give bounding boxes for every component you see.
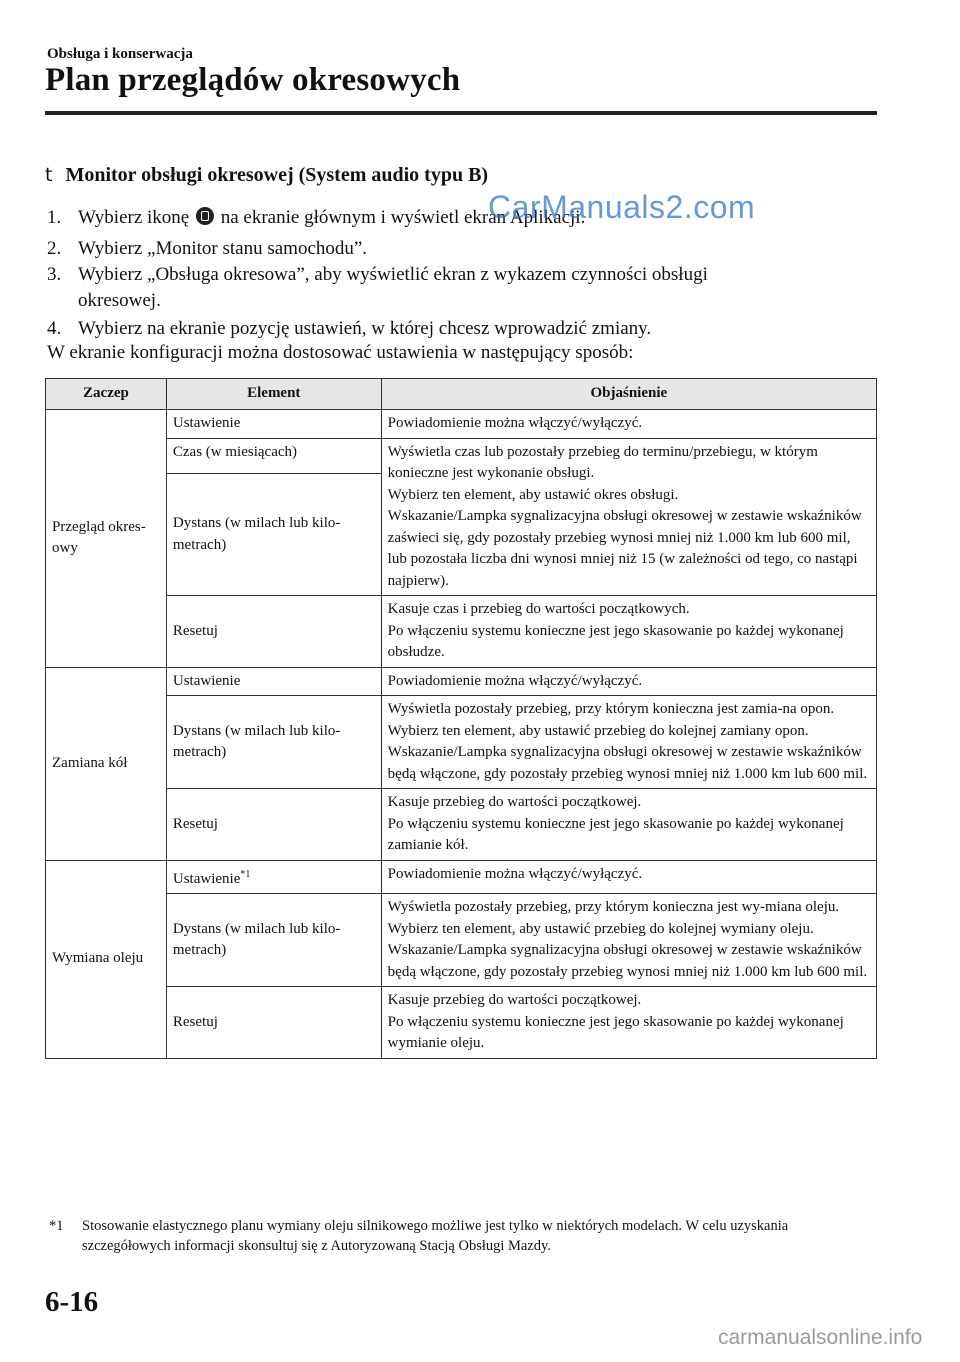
table-row (46, 596, 877, 668)
applications-icon (196, 207, 214, 225)
table-row (46, 860, 877, 894)
explanation-cell: Wyświetla czas lub pozostały przebieg do terminu/przebiegu, w którym konieczne jest wykonanie obsługi. Wybierz ten element, aby ustawić okres obsługi. Wskazanie/Lampka sygnalizacyjna obsługi okresowej w zestawie wskaźników zaświeci się, gdy pozostały przebieg wynosi mniej niż 1.000 km lub 600 mil, lub pozostała liczba dni wynosi mniej niż 15 (w zależności od tego, co nastąpi najpierw). (381, 438, 876, 596)
element-cell: Czas (w miesiącach) (166, 438, 381, 474)
section-label: Obsługa i konserwacja (47, 46, 193, 62)
watermark-carmanualsonline: carmanualsonline.info (718, 1326, 923, 1349)
explanation-cell: Powiadomienie można włączyć/wyłączyć. (381, 860, 876, 894)
step-number: 4. (47, 318, 62, 339)
column-header-hook: Zaczep (46, 379, 167, 410)
table-row (46, 789, 877, 861)
table-row (46, 987, 877, 1059)
table-row (46, 410, 877, 439)
explanation-cell: Powiadomienie można włączyć/wyłączyć. (381, 667, 876, 696)
group-name: Zamiana kół (46, 667, 167, 860)
footnote (49, 1216, 879, 1256)
step-text: Wybierz „Monitor stanu samochodu”. (78, 238, 368, 259)
table-row (46, 667, 877, 696)
step-text: Wybierz na ekranie pozycję ustawień, w której chcesz wprowadzić zmiany. (78, 318, 652, 339)
element-cell: Dystans (w milach lub kilo-metrach) (166, 474, 381, 596)
heading-marker: t (45, 164, 53, 186)
heading-text: Monitor obsługi okresowej (System audio typu B) (65, 164, 489, 186)
step-4 (47, 316, 877, 342)
step-text: Wybierz „Obsługa okresowa”, aby wyświetlić ekran z wykazem czynności obsługi (78, 264, 708, 285)
intro-text: W ekranie konfiguracji można dostosować ustawienia w następujący sposób: (47, 342, 634, 363)
element-cell: Ustawienie (166, 410, 381, 439)
table-header-row (46, 379, 877, 410)
step-number: 3. (47, 264, 62, 285)
explanation-cell: Kasuje czas i przebieg do wartości początkowych. Po włączeniu systemu konieczne jest jego skasowanie po każdej wykonanej obsłudze. (381, 596, 876, 668)
element-cell: Resetuj (166, 987, 381, 1059)
step-3 (47, 262, 877, 314)
step-text-after-icon: na ekranie głównym i wyświetl ekran Aplikacji. (215, 207, 586, 228)
element-cell: Dystans (w milach lub kilo-metrach) (166, 894, 381, 987)
page-number: 6-16 (45, 1286, 99, 1318)
section-heading (45, 164, 488, 187)
watermark-carmanuals2: CarManuals2.com (488, 189, 756, 225)
title-rule (45, 111, 877, 115)
element-label: Ustawienie (172, 870, 241, 887)
step-number: 1. (47, 207, 62, 228)
element-cell: Resetuj (166, 789, 381, 861)
element-cell: Ustawienie (166, 667, 381, 696)
step-2 (47, 236, 877, 262)
explanation-cell: Wyświetla pozostały przebieg, przy którym konieczna jest wy-miana oleju. Wybierz ten element, aby ustawić przebieg do kolejnej wymiany oleju. Wskazanie/Lampka sygnalizacyjna obsługi okresowej w zestawie wskaźników będą włączone, gdy pozostały przebieg wynosi mniej niż 1.000 km lub 600 mil. (381, 894, 876, 987)
step-number: 2. (47, 238, 62, 259)
footnote-mark: *1 (49, 1218, 64, 1234)
explanation-cell: Kasuje przebieg do wartości początkowej. Po włączeniu systemu konieczne jest jego skasowanie po każdej wykonanej zamianie kół. (381, 789, 876, 861)
settings-table (45, 378, 877, 1059)
table-row (46, 894, 877, 987)
group-name: Wymiana oleju (46, 860, 167, 1058)
explanation-cell: Wyświetla pozostały przebieg, przy którym konieczna jest zamia-na opon. Wybierz ten element, aby ustawić przebieg do kolejnej zamiany opon. Wskazanie/Lampka sygnalizacyjna obsługi okresowej w zestawie wskaźników będą włączone, gdy pozostały przebieg wynosi mniej niż 1.000 km lub 600 mil. (381, 696, 876, 789)
explanation-cell: Kasuje przebieg do wartości początkowej. Po włączeniu systemu konieczne jest jego skasowanie po każdej wykonanej wymianie oleju. (381, 987, 876, 1059)
explanation-cell: Powiadomienie można włączyć/wyłączyć. (381, 410, 876, 439)
page-title: Plan przeglądów okresowych (45, 62, 461, 98)
column-header-element: Element (166, 379, 381, 410)
table-row (46, 438, 877, 474)
footnote-text: Stosowanie elastycznego planu wymiany oleju silnikowego możliwe jest tylko w niektórych modelach. W celu uzyskania szczegółowych informacji skonsultuj się z Autoryzowaną Stacją Obsługi Mazdy. (82, 1218, 789, 1254)
element-cell: Resetuj (166, 596, 381, 668)
footnote-ref: *1 (240, 868, 251, 880)
element-cell (166, 860, 381, 894)
element-cell: Dystans (w milach lub kilo-metrach) (166, 696, 381, 789)
table-row (46, 696, 877, 789)
group-name: Przegląd okres-owy (46, 410, 167, 668)
column-header-explanation: Objaśnienie (381, 379, 876, 410)
step-text-before-icon: Wybierz ikonę (78, 207, 194, 228)
step-text-continued: okresowej. (78, 290, 161, 311)
